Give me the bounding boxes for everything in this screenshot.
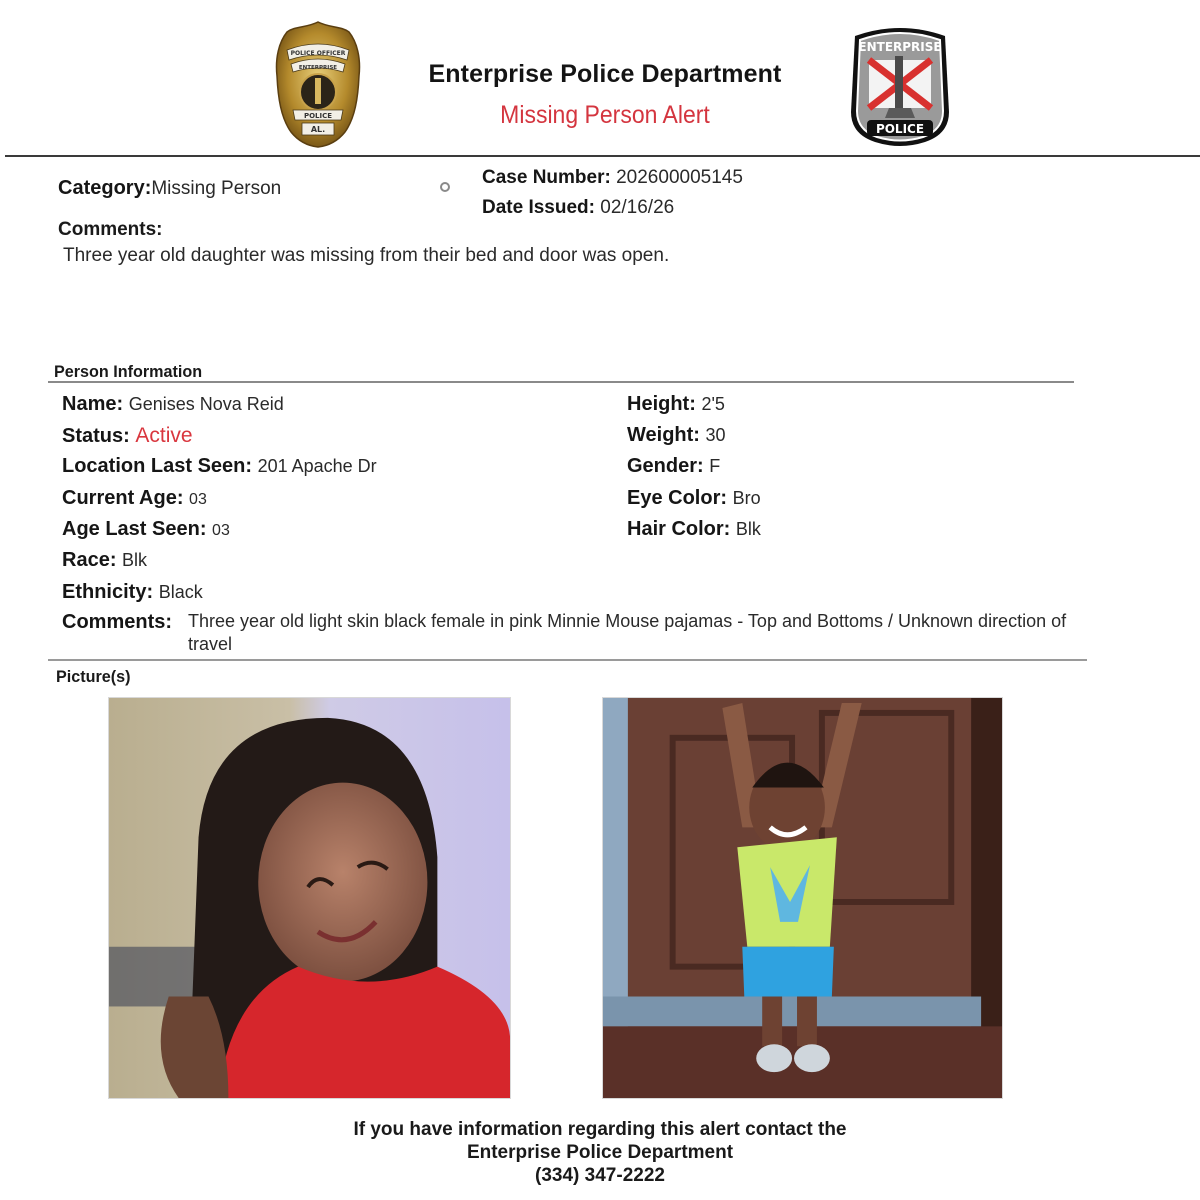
weight-label: Weight: — [627, 424, 700, 446]
contact-phone: (334) 347-2222 — [535, 1165, 665, 1186]
height-field — [627, 393, 725, 416]
eye-color-label: Eye Color: — [627, 487, 728, 509]
page-subtitle: Missing Person Alert — [500, 101, 710, 129]
case-number-field — [482, 167, 743, 189]
date-issued-value: 02/16/26 — [600, 197, 675, 218]
circle-marker-icon — [440, 182, 450, 192]
section-divider — [48, 381, 1074, 383]
hair-color-value: Blk — [735, 519, 761, 539]
name-label: Name: — [62, 393, 124, 415]
footer-line-2: Enterprise Police Department — [466, 1142, 734, 1163]
person-comments-label: Comments: — [62, 611, 173, 633]
missing-person-photo-2 — [602, 697, 1003, 1099]
height-value: 2'5 — [701, 394, 725, 414]
age-last-seen-field — [62, 518, 230, 541]
svg-text:POLICE: POLICE — [875, 122, 925, 136]
pictures-heading: Picture(s) — [56, 667, 131, 686]
weight-value: 30 — [705, 425, 726, 445]
category-value: Missing Person — [151, 178, 282, 199]
race-value: Blk — [122, 550, 148, 570]
footer-line-1: If you have information regarding this alert contact the — [353, 1119, 847, 1140]
date-issued-label: Date Issued: — [482, 197, 595, 218]
height-label: Height: — [627, 393, 696, 415]
section-divider — [48, 659, 1087, 661]
comments-label: Comments: — [58, 219, 163, 240]
contact-footer — [300, 1118, 900, 1187]
name-value: Genises Nova Reid — [128, 394, 284, 414]
ethnicity-value: Black — [158, 582, 203, 602]
svg-text:POLICE OFFICER: POLICE OFFICER — [290, 50, 346, 57]
current-age-label: Current Age: — [62, 487, 184, 509]
portrait-photo-image — [109, 698, 510, 1098]
missing-person-photo-1 — [108, 697, 511, 1099]
category-label: Category: — [58, 177, 152, 199]
person-information-heading: Person Information — [54, 362, 203, 381]
race-field — [62, 549, 147, 572]
race-label: Race: — [62, 549, 117, 571]
case-number-value: 202600005145 — [616, 167, 743, 188]
age-last-seen-value: 03 — [212, 522, 230, 539]
current-age-value: 03 — [189, 491, 207, 508]
page-title: Enterprise Police Department — [428, 60, 782, 88]
ethnicity-label: Ethnicity: — [62, 581, 154, 603]
svg-text:POLICE: POLICE — [303, 112, 333, 120]
comments-text: Three year old daughter was missing from their bed and door was open. — [63, 245, 670, 266]
gender-value: F — [709, 456, 721, 476]
hair-color-label: Hair Color: — [627, 518, 731, 540]
weight-field — [627, 424, 726, 447]
date-issued-field — [482, 197, 674, 219]
location-last-seen-field — [62, 455, 377, 478]
location-last-seen-label: Location Last Seen: — [62, 455, 253, 477]
current-age-field — [62, 487, 207, 510]
svg-text:ENTERPRISE: ENTERPRISE — [298, 65, 338, 71]
status-badge: Active — [135, 424, 193, 447]
status-field — [62, 424, 193, 448]
hair-color-field — [627, 518, 761, 541]
ethnicity-field — [62, 581, 203, 604]
person-comments-value: Three year old light skin black female in pink Minnie Mouse pajamas - Top and Bottoms / Unknown direction of travel — [188, 611, 1067, 654]
svg-text:ENTERPRISE: ENTERPRISE — [858, 40, 942, 54]
svg-text:AL.: AL. — [310, 125, 326, 134]
enterprise-police-patch-icon — [845, 22, 955, 149]
gender-label: Gender: — [627, 455, 704, 477]
category-field — [58, 177, 281, 200]
eye-color-value: Bro — [732, 488, 761, 508]
header-divider — [5, 155, 1200, 157]
full-body-photo-image — [603, 698, 1002, 1098]
eye-color-field — [627, 487, 761, 510]
location-last-seen-value: 201 Apache Dr — [257, 456, 377, 476]
gender-field — [627, 455, 720, 478]
age-last-seen-label: Age Last Seen: — [62, 518, 207, 540]
name-field — [62, 393, 284, 416]
status-label: Status: — [62, 425, 130, 447]
case-number-label: Case Number: — [482, 167, 611, 188]
